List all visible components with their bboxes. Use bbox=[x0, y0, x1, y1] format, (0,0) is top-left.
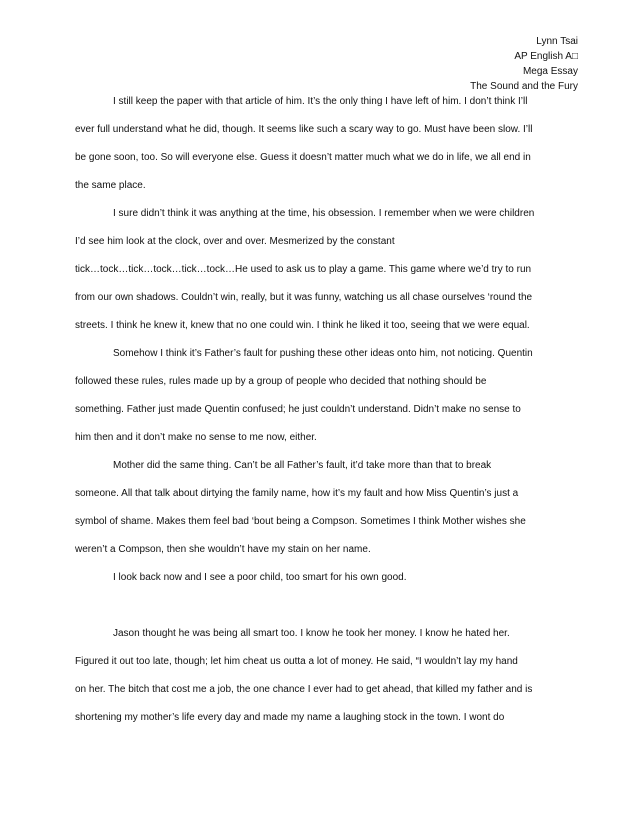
body-line: I’d see him look at the clock, over and over. Mesmerized by the constant bbox=[75, 236, 395, 247]
header-course: AP English A□ bbox=[514, 51, 578, 62]
body-line: I look back now and I see a poor child, too smart for his own good. bbox=[113, 572, 407, 583]
body-line: something. Father just made Quentin confused; he just couldn’t understand. Didn’t make no sense to bbox=[75, 404, 521, 415]
body-line: Figured it out too late, though; let him cheat us outta a lot of money. He said, “I wouldn’t lay my hand bbox=[75, 656, 518, 667]
body-line: him then and it don’t make no sense to me now, either. bbox=[75, 432, 317, 443]
body-line: from our own shadows. Couldn’t win, really, but it was funny, watching us all chase ourselves ‘round the bbox=[75, 292, 533, 303]
body-line: on her. The bitch that cost me a job, the one chance I ever had to get ahead, that killed my father and is bbox=[75, 684, 533, 695]
body-line: streets. I think he knew it, knew that no one could win. I think he liked it too, seeing that we were equal. bbox=[75, 320, 530, 331]
body-line: Mother did the same thing. Can’t be all Father’s fault, it’d take more than that to break bbox=[113, 460, 492, 471]
body-line: be gone soon, too. So will everyone else. Guess it doesn’t matter much what we do in life, we all end in bbox=[75, 152, 531, 163]
body-line: ever full understand what he did, though. It seems like such a scary way to go. Must have been slow. I’ll bbox=[75, 124, 533, 135]
body-line: the same place. bbox=[75, 180, 146, 191]
header-assignment: Mega Essay bbox=[522, 66, 578, 77]
header-author: Lynn Tsai bbox=[536, 36, 578, 47]
body-line: I still keep the paper with that article of him. It’s the only thing I have left of him. I don’t think I’ll bbox=[113, 96, 528, 107]
body-line: someone. All that talk about dirtying the family name, how it’s my fault and how Miss Quentin’s just a bbox=[75, 488, 519, 499]
body-line: shortening my mother’s life every day and made my name a laughing stock in the town. I wont do bbox=[75, 712, 505, 723]
body-line: Jason thought he was being all smart too. I know he took her money. I know he hated her. bbox=[113, 628, 510, 639]
header-title: The Sound and the Fury bbox=[470, 81, 578, 92]
body-line: followed these rules, rules made up by a group of people who decided that nothing should be bbox=[75, 376, 487, 387]
body-line: Somehow I think it’s Father’s fault for pushing these other ideas onto him, not noticing. Quentin bbox=[113, 348, 533, 359]
body-line: I sure didn’t think it was anything at the time, his obsession. I remember when we were children bbox=[113, 208, 535, 219]
body-line: weren’t a Compson, then she wouldn’t have my stain on her name. bbox=[75, 544, 371, 555]
body-line: symbol of shame. Makes them feel bad ‘bout being a Compson. Sometimes I think Mother wishes she bbox=[75, 516, 526, 527]
body-line: tick…tock…tick…tock…tick…tock…He used to ask us to play a game. This game where we’d try to run bbox=[75, 264, 532, 275]
